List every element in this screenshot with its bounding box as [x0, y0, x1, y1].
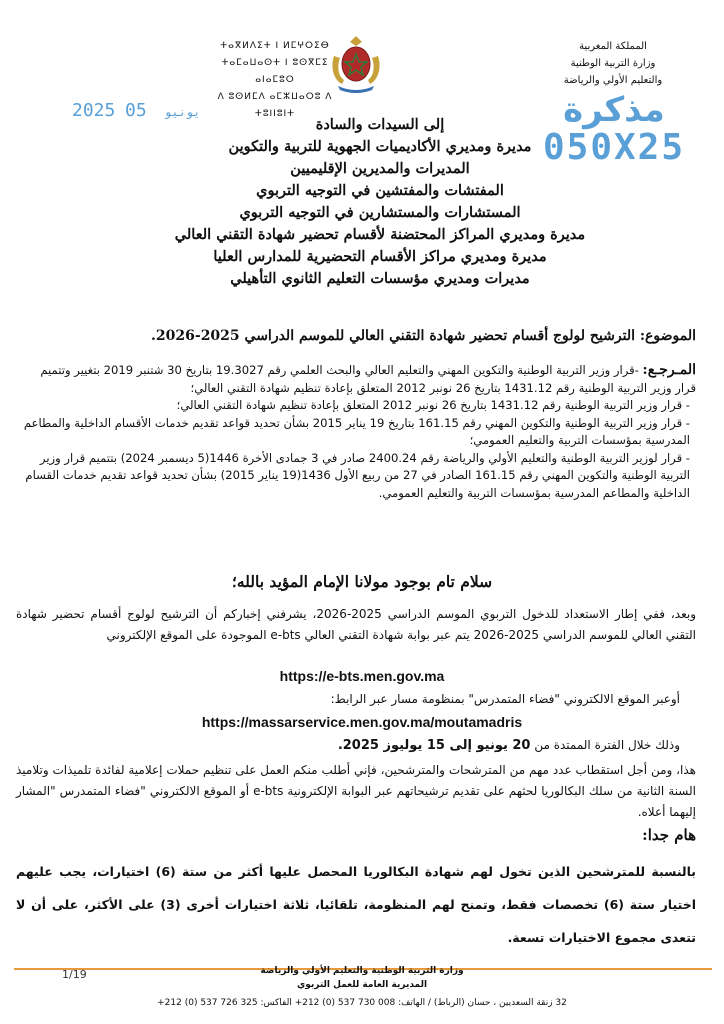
reference-item: -قرار وزير التربية الوطنية والتكوين المهني والتعليم العالي والبحث العلمي رقم 19.3027 بتاريخ 30 شتنبر 2019 بتغيير وتتميم قرار وزير التربية الوطنية رقم 1431.12 بتاريخ 26 نونبر 2012 المتعلق بإعادة تنظيم شهادة التقني العالي؛ — [40, 363, 696, 395]
footer-directorate: المديرية العامة للعمل التربوي — [296, 980, 428, 990]
date-year: 2025 — [72, 100, 116, 121]
massar-link[interactable]: https://massarservice.men.gov.ma/moutamadris — [201, 714, 523, 730]
period-line — [20, 738, 680, 753]
references-label: المـرجـع: — [642, 362, 696, 378]
period-dates: 20 يونيو إلى 15 يوليوز 2025. — [337, 738, 531, 753]
footer-ministry: وزارة التربية الوطنية والتعليم الأولي والرياضة — [260, 966, 464, 976]
subject-line: الموضوع: الترشيح لولوج أقسام تحضير شهادة التقني العالي للموسم الدراسي 2025-2026. — [151, 328, 696, 344]
addressee-line: المفتشات والمفتشين في التوجيه التربوي — [256, 182, 504, 199]
header-line: والتعليم الأولي والرياضة — [563, 75, 663, 86]
header-line: وزارة التربية الوطنية — [570, 58, 656, 69]
reference-item: - قرار لوزير التربية الوطنية والتعليم الأولي والرياضة رقم 2400.24 صادر في 3 جمادى الأخرة 1446(5 ديسمبر 2024) بتتميم قرار وزير التربية الوطنية والتكوين المهني رقم 161.15 الصادر في 27 من ربيع الأول 1436(19 يناير 2015) بشأن تحديد قواعد تقديم خدمات القسام الداخلية والمطاعم المدرسية بمؤسسات التربية والتعليم العمومي. — [25, 450, 690, 500]
memo-word: مذكرة — [563, 90, 665, 130]
references-block — [16, 362, 696, 502]
reference-item: - قرار وزير التربية الوطنية والتكوين المهني رقم 161.15 بتاريخ 19 يناير 2015 بشأن تحديد قواعد تقديم خدمات الأقسام الداخلية والمطاعم المدرسية بمؤسسات التربية والتعليم العمومي؛ — [23, 415, 690, 447]
ebts-link[interactable]: https://e-bts.men.gov.ma — [279, 668, 445, 684]
memo-number: 050X25 — [542, 127, 686, 168]
important-text: بالنسبة للمترشحين الذين تخول لهم شهادة البكالوريا المحصل عليها أكثر من ستة (6) اختيارات، يجب عليهم اختيار ستة (6) تخصصات فقط، وتمنح لهم المنظومة، تلقائيا، ثلاثة اختيارات أخرى (3) على الأكثر، على أن لا تتعدى مجموع الاختيارات تسعة. — [16, 864, 696, 945]
addressee-line: المستشارات والمستشارين في التوجيه التربوي — [239, 204, 521, 221]
ministry-header-arabic — [528, 38, 698, 89]
body-paragraph: هذا، ومن أجل استقطاب عدد مهم من المترشحات والمترشحين، فإني أطلب منكم العمل على تنظيم حملات إعلامية لفائدة تلميذات وتلاميذ السنة الثانية من سلك البكالوريا لحثهم على تقديم ترشيحاتهم عبر البوابة الإلكترونية e-bts أو الموقع الالكتروني "فضاء المتمدرس "المشار إليهما أعلاه. — [16, 763, 697, 819]
page-number: 1/19 — [62, 968, 87, 981]
reference-item: - قرار وزير التربية الوطنية رقم 1431.12 بتاريخ 26 نونبر 2012 المتعلق بإعادة تنظيم شهادة التقني العالي؛ — [176, 398, 690, 412]
header-line: ⵜⴰⵎⴰⵡⴰⵙⵜ ⵏ ⵓⵙⴳⵎⵉ ⴰⵏⴰⵎⵓⵔ — [221, 58, 329, 85]
date-day: 05 — [125, 100, 147, 121]
header-line: ⴷ ⵓⵙⵍⵎⴷ ⴰⵎⵣⵡⴰⵔⵓ ⴷ ⵜⵓⵏⵏⵓⵏⵜ — [217, 92, 333, 119]
addressee-line: مديرة ومديري مراكز الأقسام التحضيرية للمدارس العليا — [213, 248, 547, 265]
header-line: ⵜⴰⴳⵍⴷⵉⵜ ⵏ ⵍⵎⵖⵔⵉⴱ — [220, 41, 330, 51]
important-label: هام جدا: — [642, 826, 696, 844]
body-line: أوعبر الموقع الالكتروني "فضاء المتمدرس" بمنظومة مسار عبر الرابط: — [330, 692, 680, 706]
ministry-header-tifinagh — [200, 38, 350, 123]
addressee-line: المديرات والمديرين الإقليميين — [290, 160, 470, 177]
addressee-line: إلى السيدات والسادة — [315, 116, 445, 133]
addressee-line: مديرات ومديري مؤسسات التعليم الثانوي التأهيلي — [230, 270, 530, 287]
greeting: سلام تام بوجود مولانا الإمام المؤيد بالله؛ — [231, 572, 493, 591]
body-paragraph: وبعد، ففي إطار الاستعداد للدخول التربوي الموسم الدراسي 2025-2026، يشرفني إخباركم أن الترشيح لولوج أقسام تحضير شهادة التقني العالي للموسم الدراسي 2025-2026 يتم عبر بوابة شهادة التقني العالي e-bts الموجودة على الموقع الإلكتروني — [16, 607, 696, 642]
addressee-block — [160, 114, 600, 290]
addressee-line: مديرة ومديري المراكز المحتضنة لأقسام تحضير شهادة التقني العالي — [174, 226, 586, 243]
date-month: يونيو — [164, 105, 201, 119]
footer-address: 32 زنقة السعديين ، حسان (الرباط) / الهاتف: 008 730 537 (0) 212+ الفاكس: 325 726 537 (0) 212+ — [157, 998, 567, 1008]
period-prefix: وذلك خلال الفترة الممتدة من — [534, 738, 680, 752]
header-line: المملكة المغربية — [579, 41, 647, 52]
addressee-line: مديرة ومديري الأكاديميات الجهوية للتربية والتكوين — [228, 138, 532, 155]
